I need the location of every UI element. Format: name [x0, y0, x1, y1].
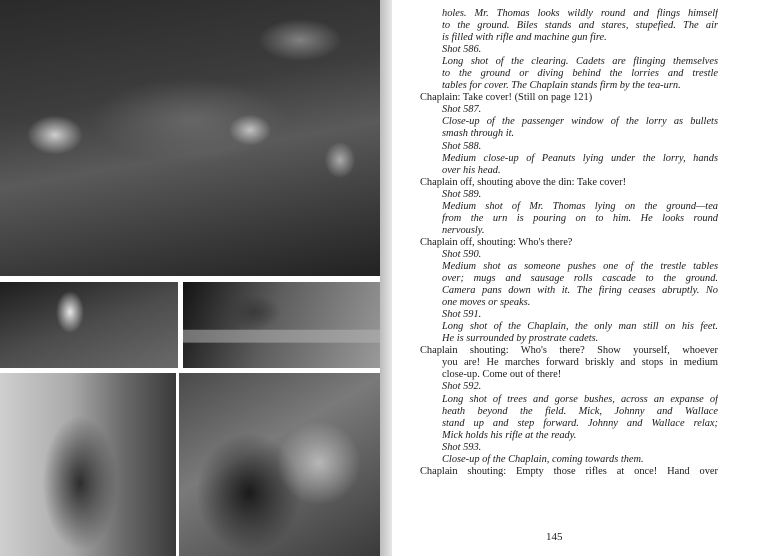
text-line: Camera pans down with it. The firing ceases abruptly. No: [442, 285, 718, 297]
text-line: Long shot of trees and gorse bushes, across an expanse of: [442, 393, 718, 405]
running-legs-photo: [0, 282, 178, 368]
dialogue-line: Chaplain shouting: Empty those rifles at once! Hand over: [420, 465, 718, 477]
text-line: tables for cover. The Chaplain stands firm by the tea-urn.: [442, 80, 681, 92]
text-line: Medium close-up of Peanuts lying under the lorry, hands: [442, 152, 718, 164]
screenplay-text: [420, 8, 718, 478]
text-line: Long shot of the clearing. Cadets are flinging themselves: [442, 56, 718, 68]
text-line: He is surrounded by prostrate cadets.: [442, 333, 599, 345]
text-line: over his head.: [442, 164, 501, 176]
shot-number: Shot 593.: [442, 441, 482, 453]
dialogue-line: Chaplain: Take cover! (Still on page 121): [420, 92, 593, 104]
text-line: Medium shot as someone pushes one of the trestle tables: [442, 260, 718, 272]
text-line: stand up and step forward. Johnny and Wallace relax;: [442, 417, 718, 429]
dialogue-line: close-up. Come out of there!: [442, 369, 562, 381]
shot-number: Shot 591.: [442, 309, 482, 321]
shot-number: Shot 590.: [442, 248, 482, 260]
text-line: Close-up of the passenger window of the lorry as bullets: [442, 116, 718, 128]
text-line: smash through it.: [442, 128, 515, 140]
dialogue-line: you are! He marches forward briskly and stops in medium: [442, 357, 718, 369]
text-line: holes. Mr. Thomas looks wildly round and flings himself: [442, 8, 718, 19]
shot-number: Shot 587.: [442, 104, 482, 116]
dialogue-line: Chaplain shouting: Who's there? Show yourself, whoever: [420, 345, 718, 357]
shot-number: Shot 592.: [442, 381, 482, 393]
text-line: heath beyond the field. Mick, Johnny and Wallace: [442, 405, 718, 417]
chaplain-in-smoke-photo: [179, 373, 381, 556]
text-line: Medium shot of Mr. Thomas lying on the ground—tea: [442, 200, 718, 212]
text-line: is filled with rifle and machine gun fire.: [442, 32, 607, 44]
book-gutter: [380, 0, 392, 556]
text-line: from the urn is pouring on to him. He looks round: [442, 212, 718, 224]
shot-number: Shot 589.: [442, 188, 482, 200]
dialogue-line: Chaplain off, shouting above the din: Take cover!: [420, 176, 627, 188]
text-line: Long shot of the Chaplain, the only man still on his feet.: [442, 321, 718, 333]
battle-scene-photo: [0, 0, 381, 276]
cadet-with-rifle-photo: [0, 373, 176, 556]
text-line: nervously.: [442, 224, 485, 236]
text-line: Mick holds his rifle at the ready.: [442, 429, 577, 441]
soldier-behind-table-photo: [183, 282, 381, 368]
dialogue-line: Chaplain off, shouting: Who's there?: [420, 236, 573, 248]
shot-number: Shot 586.: [442, 44, 482, 56]
text-line: to the ground or diving behind the lorries and trestle: [442, 68, 718, 80]
text-line: over; mugs and sausage rolls cascade to the ground.: [442, 273, 718, 285]
text-line: one moves or speaks.: [442, 297, 531, 309]
page-number: 145: [546, 531, 563, 543]
shot-number: Shot 588.: [442, 140, 482, 152]
text-line: to the ground. Biles stands and stares, stupefied. The air: [442, 20, 718, 32]
text-line: Close-up of the Chaplain, coming towards them.: [442, 453, 644, 465]
